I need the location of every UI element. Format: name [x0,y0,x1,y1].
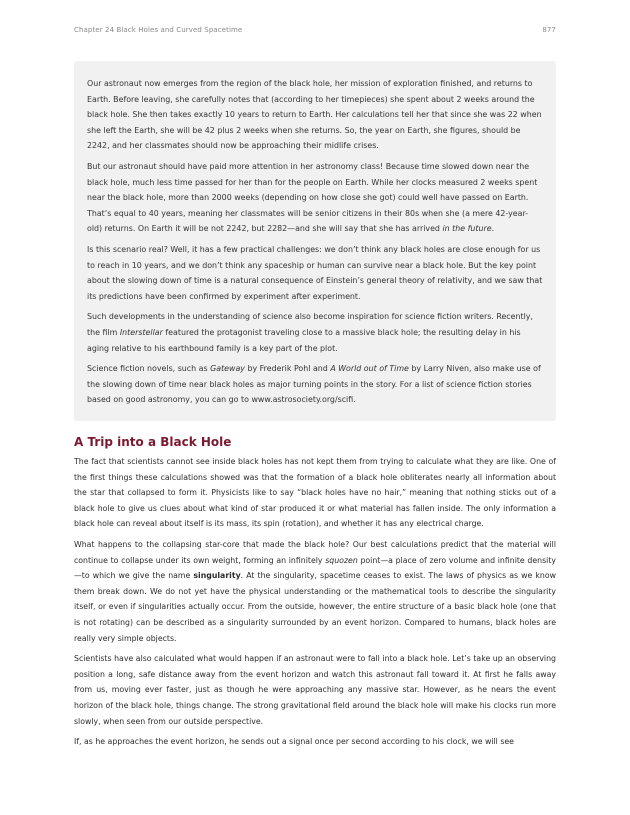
running-header [74,26,556,34]
section-body [74,454,556,750]
chapter-title: Chapter 24 Black Holes and Curved Spacetime [74,26,243,34]
body-paragraph: What happens to the collapsing star-core that made the black hole? Our best calculations predict that the material will continue to collapse under its own weight, forming an infinitely squozen point—a place of zero volume and infinite density—to which we give the name singularity. At the singularity, spacetime ceases to exist. The laws of physics as we know them break down. We do not yet have the physical understanding or the mathematical tools to describe the singularity itself, or even if singularities actually occur. From the outside, however, the entire structure of a basic black hole (one that is not rotating) can be described as a singularity surrounded by an event horizon. Compared to humans, black holes are really very simple objects. [74,539,556,643]
feature-box [74,61,556,421]
feature-paragraph: But our astronaut should have paid more attention in her astronomy class! Because time slowed down near the black hole, much less time passed for her than for the people on Earth. While her clocks measured 2 weeks spent near the black hole, more than 2000 weeks (depending on how close she got) could well have passed on Earth. That’s equal to 40 years, meaning her classmates will be senior citizens in their 80s when she (a mere 42-year-old) returns. On Earth it will be not 2242, but 2282—and she will say that she has arrived in the future. [87,161,538,234]
feature-paragraph: Our astronaut now emerges from the region of the black hole, her mission of exploration finished, and returns to Earth. Before leaving, she carefully notes that (according to her timepieces) she spent about 2 weeks around the black hole. She then takes exactly 10 years to return to Earth. Her calculations tell her that since she was 22 when she left the Earth, she will be 42 plus 2 weeks when she returns. So, the year on Earth, she figures, should be 2242, and her classmates should now be approaching their midlife crises. [87,79,542,151]
body-paragraph: The fact that scientists cannot see inside black holes has not kept them from trying to calculate what they are like. One of the first things these calculations showed was that the formation of a black hole obliterates nearly all information about the star that collapsed to form it. Physicists like to say “black holes have no hair,” meaning that nothing sticks out of a black hole to give us clues about what kind of star produced it or what material has fallen inside. The only information a black hole can reveal about itself is its mass, its spin (rotation), and whether it has any electrical charge. [74,457,556,529]
term-singularity: singularity [193,571,241,581]
body-paragraph: Scientists have also calculated what would happen if an astronaut were to fall into a black hole. Let’s take up an observing position a long, safe distance away from the event horizon and watch this astronaut fall toward it. At first he falls away from us, moving ever faster, just as though he were approaching any massive star. However, as he nears the event horizon of the black hole, things change. The strong gravitational field around the black hole will make his clocks run more slowly, when seen from our outside perspective. [74,654,556,726]
body-paragraph: If, as he approaches the event horizon, he sends out a signal once per second according to his clock, we will see [74,737,514,747]
feature-paragraph: Science fiction novels, such as Gateway by Frederik Pohl and A World out of Time by Larry Niven, also make use of the slowing down of time near black holes as major turning points in the story. For a list of science fiction stories based on good astronomy, you can go to www.astrosociety.org/scifi. [87,364,541,405]
page-number: 877 [542,26,556,34]
feature-paragraph: Such developments in the understanding of science also become inspiration for science fiction writers. Recently, the film Interstellar featured the protagonist traveling close to a massive black hole; the resulting delay in his aging relative to his earthbound family is a key part of the plot. [87,312,533,353]
feature-paragraph: Is this scenario real? Well, it has a few practical challenges: we don’t think any black holes are close enough for us to reach in 10 years, and we don’t think any spaceship or human can survive near a black hole. But the key point about the slowing down of time is a natural consequence of Einstein’s general theory of relativity, and we saw that its predictions have been confirmed by experiment after experiment. [87,244,543,301]
section-heading: A Trip into a Black Hole [74,435,232,449]
